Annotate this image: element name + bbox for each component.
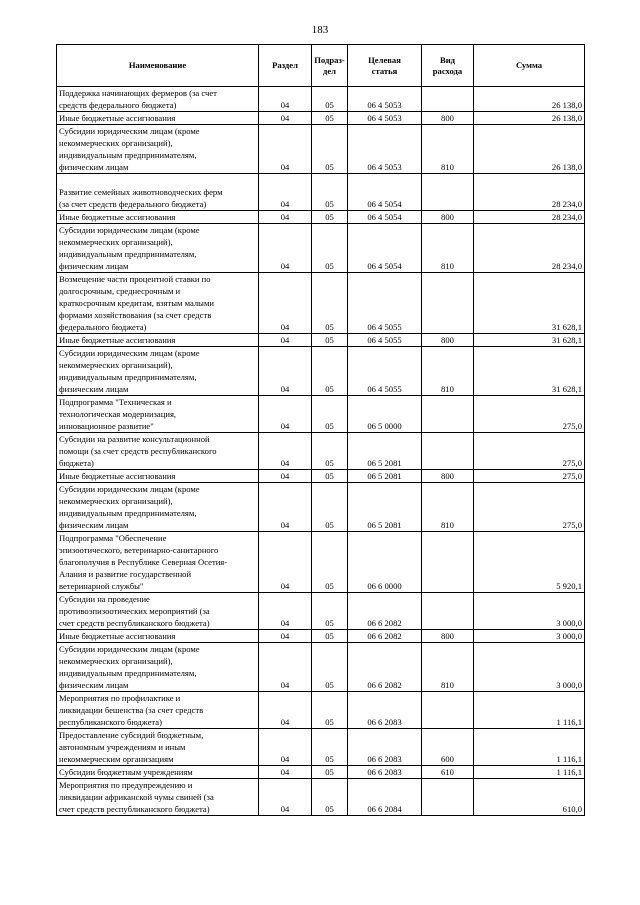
row-subsection: 05: [312, 125, 348, 174]
row-subsection: 05: [312, 692, 348, 729]
row-name: Поддержка начинающих фермеров (за счет средств федерального бюджета): [57, 87, 259, 112]
row-subsection: 05: [312, 396, 348, 433]
row-section: 04: [259, 483, 312, 532]
table-header-row: [57, 45, 585, 87]
row-expense-type: 800: [422, 211, 474, 224]
row-subsection: 05: [312, 729, 348, 766]
row-section: 04: [259, 470, 312, 483]
row-expense-type: [422, 532, 474, 593]
row-name: Субсидии юридическим лицам (кроме некоммерческих организаций), индивидуальным предпринимателям, физическим лицам: [57, 483, 259, 532]
row-subsection: 05: [312, 643, 348, 692]
row-expense-type: 800: [422, 334, 474, 347]
table-row: [57, 211, 585, 224]
row-expense-type: 800: [422, 112, 474, 125]
row-amount: 1 116,1: [474, 766, 585, 779]
row-subsection: 05: [312, 273, 348, 334]
row-target: 06 4 5054: [348, 224, 422, 273]
row-amount: 28 234,0: [474, 174, 585, 211]
row-target: 06 5 2081: [348, 483, 422, 532]
row-amount: 26 138,0: [474, 112, 585, 125]
table-row: [57, 87, 585, 112]
row-subsection: 05: [312, 112, 348, 125]
row-expense-type: [422, 396, 474, 433]
row-section: 04: [259, 643, 312, 692]
row-section: 04: [259, 112, 312, 125]
row-expense-type: 800: [422, 470, 474, 483]
row-target: 06 5 2081: [348, 470, 422, 483]
row-name: Мероприятия по предупреждению и ликвидации африканской чумы свиней (за счет средств республиканского бюджета): [57, 779, 259, 816]
row-section: 04: [259, 211, 312, 224]
table-row: [57, 729, 585, 766]
row-target: 06 4 5053: [348, 125, 422, 174]
row-section: 04: [259, 766, 312, 779]
row-target: 06 6 2083: [348, 766, 422, 779]
row-expense-type: [422, 174, 474, 211]
row-subsection: 05: [312, 630, 348, 643]
row-amount: 275,0: [474, 470, 585, 483]
row-amount: 31 628,1: [474, 347, 585, 396]
table-row: [57, 766, 585, 779]
row-target: 06 6 2082: [348, 643, 422, 692]
row-target: 06 6 2084: [348, 779, 422, 816]
row-subsection: 05: [312, 779, 348, 816]
row-name: Подпрограмма "Обеспечение эпизоотического, ветеринарно-санитарного благополучия в Республике Северная Осетия- Алания и развитие государственной ветеринарной службы": [57, 532, 259, 593]
row-section: 04: [259, 630, 312, 643]
header-expense-type: Вид расхода: [422, 45, 474, 87]
row-amount: 28 234,0: [474, 224, 585, 273]
row-expense-type: [422, 433, 474, 470]
table-row: [57, 125, 585, 174]
row-target: 06 4 5053: [348, 87, 422, 112]
row-amount: 275,0: [474, 396, 585, 433]
row-section: 04: [259, 692, 312, 729]
row-section: 04: [259, 593, 312, 630]
row-subsection: 05: [312, 224, 348, 273]
row-subsection: 05: [312, 334, 348, 347]
row-section: 04: [259, 224, 312, 273]
row-target: 06 6 2082: [348, 593, 422, 630]
row-expense-type: 600: [422, 729, 474, 766]
row-section: 04: [259, 273, 312, 334]
table-row: [57, 396, 585, 433]
table-row: [57, 224, 585, 273]
row-amount: 1 116,1: [474, 729, 585, 766]
row-name: Иные бюджетные ассигнования: [57, 211, 259, 224]
row-subsection: 05: [312, 347, 348, 396]
row-name: Субсидии на развитие консультационной помощи (за счет средств республиканского бюджета): [57, 433, 259, 470]
row-amount: 610,0: [474, 779, 585, 816]
row-section: 04: [259, 174, 312, 211]
row-section: 04: [259, 347, 312, 396]
row-target: 06 6 0000: [348, 532, 422, 593]
row-amount: 3 000,0: [474, 593, 585, 630]
table-row: [57, 273, 585, 334]
row-name: Субсидии бюджетным учреждениям: [57, 766, 259, 779]
table-row: [57, 779, 585, 816]
row-target: 06 5 2081: [348, 433, 422, 470]
table-row: [57, 347, 585, 396]
row-expense-type: 810: [422, 224, 474, 273]
row-amount: 3 000,0: [474, 630, 585, 643]
row-subsection: 05: [312, 174, 348, 211]
table-row: [57, 643, 585, 692]
row-target: 06 4 5055: [348, 347, 422, 396]
row-expense-type: 810: [422, 483, 474, 532]
table-row: [57, 692, 585, 729]
row-section: 04: [259, 87, 312, 112]
row-section: 04: [259, 779, 312, 816]
table-row: [57, 174, 585, 211]
row-expense-type: [422, 273, 474, 334]
table-row: [57, 470, 585, 483]
row-name: Иные бюджетные ассигнования: [57, 334, 259, 347]
header-amount: Сумма: [474, 45, 585, 87]
header-name: Наименование: [57, 45, 259, 87]
row-expense-type: 810: [422, 125, 474, 174]
table-body: [57, 87, 585, 816]
row-amount: 26 138,0: [474, 125, 585, 174]
row-subsection: 05: [312, 593, 348, 630]
row-subsection: 05: [312, 766, 348, 779]
row-section: 04: [259, 433, 312, 470]
row-name: Субсидии юридическим лицам (кроме некоммерческих организаций), индивидуальным предпринимателям, физическим лицам: [57, 125, 259, 174]
row-target: 06 4 5055: [348, 273, 422, 334]
row-expense-type: 810: [422, 347, 474, 396]
row-amount: 275,0: [474, 433, 585, 470]
page-number: 183: [311, 24, 329, 36]
row-name: Субсидии на проведение противоэпизоотических мероприятий (за счет средств республиканского бюджета): [57, 593, 259, 630]
row-name: Развитие семейных животноводческих ферм (за счет средств федерального бюджета): [57, 174, 259, 211]
table-row: [57, 334, 585, 347]
row-subsection: 05: [312, 87, 348, 112]
row-amount: 1 116,1: [474, 692, 585, 729]
row-expense-type: [422, 87, 474, 112]
row-expense-type: [422, 779, 474, 816]
row-section: 04: [259, 532, 312, 593]
row-amount: 5 920,1: [474, 532, 585, 593]
header-subsection: Подраз- дел: [312, 45, 348, 87]
table-row: [57, 593, 585, 630]
row-section: 04: [259, 729, 312, 766]
row-amount: 31 628,1: [474, 334, 585, 347]
row-name: Подпрограмма "Техническая и технологическая модернизация, инновационное развитие": [57, 396, 259, 433]
row-amount: 31 628,1: [474, 273, 585, 334]
row-section: 04: [259, 125, 312, 174]
row-target: 06 6 2083: [348, 729, 422, 766]
row-name: Субсидии юридическим лицам (кроме некоммерческих организаций), индивидуальным предпринимателям, физическим лицам: [57, 224, 259, 273]
row-amount: 3 000,0: [474, 643, 585, 692]
table-row: [57, 483, 585, 532]
row-name: Субсидии юридическим лицам (кроме некоммерческих организаций), индивидуальным предпринимателям, физическим лицам: [57, 643, 259, 692]
table-row: [57, 532, 585, 593]
row-target: 06 4 5053: [348, 112, 422, 125]
row-target: 06 4 5054: [348, 174, 422, 211]
row-name: Возмещение части процентной ставки по долгосрочным, среднесрочным и краткосрочным кредитам, взятым малыми формами хозяйствования (за счет средств федерального бюджета): [57, 273, 259, 334]
row-name: Иные бюджетные ассигнования: [57, 470, 259, 483]
row-target: 06 4 5055: [348, 334, 422, 347]
row-name: Субсидии юридическим лицам (кроме некоммерческих организаций), индивидуальным предпринимателям, физическим лицам: [57, 347, 259, 396]
row-name: Мероприятия по профилактике и ликвидации бешенства (за счет средств республиканского бюджета): [57, 692, 259, 729]
row-name: Предоставление субсидий бюджетным, автономным учреждениям и иным некоммерческим организациям: [57, 729, 259, 766]
row-target: 06 6 2082: [348, 630, 422, 643]
row-expense-type: 800: [422, 630, 474, 643]
row-section: 04: [259, 334, 312, 347]
row-amount: 28 234,0: [474, 211, 585, 224]
row-subsection: 05: [312, 532, 348, 593]
row-subsection: 05: [312, 483, 348, 532]
table-row: [57, 112, 585, 125]
budget-table: [56, 44, 585, 816]
row-expense-type: 610: [422, 766, 474, 779]
header-section: Раздел: [259, 45, 312, 87]
row-expense-type: 810: [422, 643, 474, 692]
table-row: [57, 433, 585, 470]
row-target: 06 5 0000: [348, 396, 422, 433]
row-section: 04: [259, 396, 312, 433]
row-expense-type: [422, 692, 474, 729]
row-name: Иные бюджетные ассигнования: [57, 630, 259, 643]
table-row: [57, 630, 585, 643]
row-name: Иные бюджетные ассигнования: [57, 112, 259, 125]
row-amount: 26 138,0: [474, 87, 585, 112]
row-amount: 275,0: [474, 483, 585, 532]
row-subsection: 05: [312, 470, 348, 483]
row-subsection: 05: [312, 211, 348, 224]
row-target: 06 4 5054: [348, 211, 422, 224]
header-target: Целевая статья: [348, 45, 422, 87]
row-expense-type: [422, 593, 474, 630]
row-target: 06 6 2083: [348, 692, 422, 729]
row-subsection: 05: [312, 433, 348, 470]
